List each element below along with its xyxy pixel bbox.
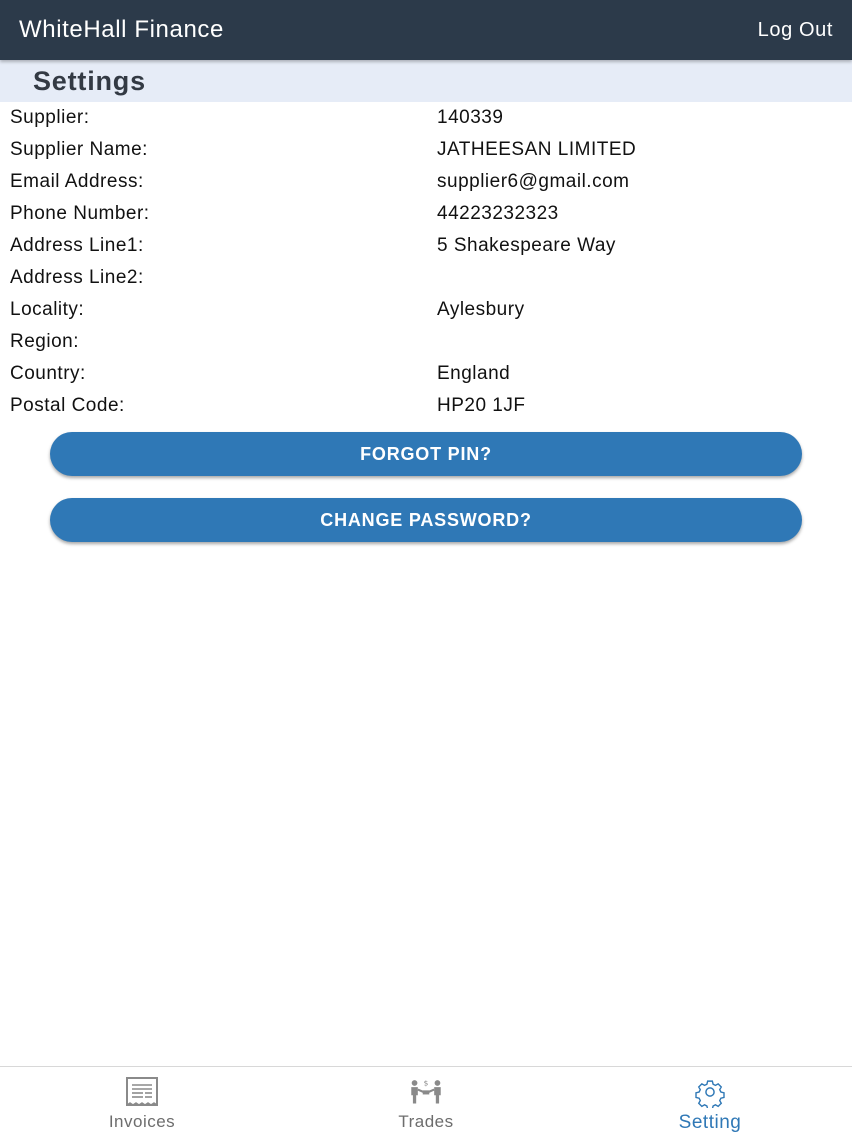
info-row-region — [0, 326, 852, 358]
tab-label: Invoices — [108, 1112, 176, 1131]
info-label: Postal Code: — [10, 395, 125, 416]
tab-label: Setting — [678, 1112, 742, 1133]
info-row-postal-code — [0, 390, 852, 422]
info-label: Locality: — [10, 299, 85, 320]
tab-invoices[interactable] — [0, 1067, 284, 1136]
supplier-info — [0, 102, 852, 422]
info-value: JATHEESAN LIMITED — [437, 139, 637, 160]
info-row-address-line1 — [0, 230, 852, 262]
page-title: Settings — [33, 65, 146, 96]
info-label: Country: — [10, 363, 86, 384]
tab-trades[interactable] — [284, 1067, 568, 1136]
info-label: Address Line2: — [10, 267, 144, 288]
info-label: Supplier Name: — [10, 139, 148, 160]
gear-icon — [692, 1075, 728, 1109]
info-value: supplier6@gmail.com — [437, 171, 630, 192]
svg-text:$: $ — [423, 1078, 429, 1088]
info-value: 5 Shakespeare Way — [437, 235, 616, 256]
receipt-icon — [124, 1075, 160, 1109]
info-label: Phone Number: — [10, 203, 150, 224]
app-title: WhiteHall Finance — [19, 16, 224, 43]
info-value: England — [437, 363, 511, 384]
info-label: Email Address: — [10, 171, 144, 192]
tab-setting[interactable] — [568, 1067, 852, 1136]
tab-label: Trades — [398, 1112, 454, 1131]
info-row-supplier — [0, 102, 852, 134]
info-label: Address Line1: — [10, 235, 144, 256]
info-value: 44223232323 — [437, 203, 559, 224]
section-header — [0, 60, 852, 102]
handshake-icon — [408, 1075, 444, 1109]
info-row-country — [0, 358, 852, 390]
change-password-button[interactable]: CHANGE PASSWORD? — [50, 498, 802, 542]
info-row-supplier-name — [0, 134, 852, 166]
app-bar — [0, 0, 852, 60]
logout-button[interactable]: Log Out — [757, 18, 833, 41]
info-row-phone — [0, 198, 852, 230]
info-label: Region: — [10, 331, 79, 352]
info-row-locality — [0, 294, 852, 326]
forgot-pin-button[interactable]: FORGOT PIN? — [50, 432, 802, 476]
info-value: 140339 — [437, 107, 504, 128]
info-row-email — [0, 166, 852, 198]
bottom-tab-bar — [0, 1066, 852, 1136]
info-label: Supplier: — [10, 107, 90, 128]
info-value: HP20 1JF — [437, 395, 526, 416]
info-value: Aylesbury — [437, 299, 525, 320]
info-row-address-line2 — [0, 262, 852, 294]
